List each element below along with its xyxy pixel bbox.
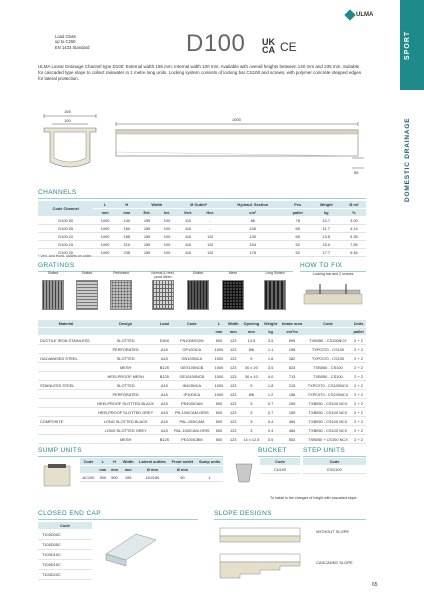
table-cell: STAINLESS STEEL	[38, 381, 94, 390]
table-cell: 210	[117, 241, 137, 249]
table-cell: 154	[221, 241, 285, 249]
table-cell: LONG SLOTTED BLACK	[94, 417, 157, 426]
table-cell: T100D05C	[38, 540, 92, 550]
how-to-fix-block	[300, 272, 366, 312]
table-cell: 15.0	[311, 241, 342, 249]
table-cell: 130	[221, 233, 285, 241]
table-cell: PERFORATED	[94, 390, 157, 399]
table-cell: 4.0	[262, 372, 280, 381]
table-cell: 1000	[212, 381, 225, 390]
table-cell: D100.20	[38, 249, 93, 257]
table-cell: D100.10	[38, 233, 93, 241]
table-cell: A15	[157, 345, 171, 354]
table-cell: 1000	[93, 225, 116, 233]
table-cell: PERFORATED	[94, 345, 157, 354]
table-row	[38, 381, 366, 390]
table-cell: 4.14	[342, 225, 366, 233]
dim-internal-width: 100	[64, 118, 71, 123]
table-header-row: Code	[260, 458, 300, 466]
table-header-row: Material Design Load Code L Width Opening Weight Intake area Code Units	[38, 320, 366, 328]
table-cell: IP100ICA	[171, 390, 212, 399]
table-cell: 14 x 12.5	[241, 435, 262, 444]
bucket-image	[232, 460, 256, 484]
grating-images	[38, 272, 310, 312]
table-cell: DUCTILE IRON STAINLESS	[38, 336, 94, 345]
table-cell: 13.5	[311, 233, 342, 241]
table-cell: B125	[157, 363, 171, 372]
table-row	[38, 426, 366, 435]
table-cell: 155	[137, 233, 157, 241]
table-cell: 110	[200, 249, 221, 257]
sump-title: SUMP UNITS	[38, 447, 82, 454]
table-cell: 123	[226, 354, 241, 363]
table-cell: A15	[157, 390, 171, 399]
table-cell: D100.00	[38, 217, 93, 225]
table-cell: 1000	[93, 233, 116, 241]
table-row	[38, 530, 92, 540]
table-header-row: Code L H Width Lateral outlets Front outlet Sump units	[80, 458, 223, 466]
table-cell: HEELPROOF MESH	[94, 372, 157, 381]
table-cell: 0.7	[262, 408, 280, 417]
ulma-logo-icon	[344, 9, 355, 20]
table-cell: 0.4	[262, 426, 280, 435]
table-cell: SLOTTED	[94, 336, 157, 345]
bucket-divider	[258, 456, 300, 457]
outlet-note: * Vert. and Horiz. outlets on order.	[38, 254, 92, 258]
table-cell: 3.5	[262, 363, 280, 372]
table-cell: PAL-100ICAM	[171, 417, 212, 426]
table-cell: 123	[226, 426, 241, 435]
table-cell	[38, 399, 94, 408]
table-cell: 500	[109, 474, 121, 482]
table-cell: D400	[157, 336, 171, 345]
table-cell: 123	[226, 390, 241, 399]
load-class-block	[55, 34, 89, 50]
table-cell: 110	[177, 217, 200, 225]
grating-image-slotted: Slotted	[183, 272, 213, 312]
table-cell: 1	[196, 474, 223, 482]
table-cell: Ø6	[241, 345, 262, 354]
slope-diagrams	[218, 526, 308, 586]
table-cell: 110	[177, 233, 200, 241]
table-cell: 1000	[93, 217, 116, 225]
category-label: SPORT	[404, 30, 411, 60]
table-row	[38, 540, 92, 550]
table-row	[38, 225, 366, 233]
table-cell: Ø6	[241, 390, 262, 399]
table-cell: T100D10C	[38, 550, 92, 560]
table-cell	[38, 345, 94, 354]
table-cell: GP100ICA	[171, 345, 212, 354]
grating-image-long-slotted: Long Slotted	[260, 272, 290, 312]
table-cell: T100D15C	[38, 560, 92, 570]
gratings-title: GRATINGS	[38, 262, 75, 269]
table-cell: 185	[117, 233, 137, 241]
table-cell: 3	[241, 399, 262, 408]
table-row	[38, 217, 366, 225]
table-row	[38, 241, 366, 249]
table-cell: 13.5	[241, 336, 262, 345]
table-cell: 9.46	[342, 249, 366, 257]
table-cell: -	[200, 225, 221, 233]
bucket-title: BUCKET	[258, 447, 287, 454]
bucket-table	[260, 458, 300, 474]
table-cell: 110	[177, 241, 200, 249]
table-row	[38, 390, 366, 399]
technical-drawing	[36, 100, 366, 175]
table-row	[260, 466, 300, 474]
table-cell: TXB050 - CS100 NCX	[305, 399, 351, 408]
table-cell: 5.35	[342, 233, 366, 241]
table-cell: 1000	[212, 372, 225, 381]
table-cell: 282	[279, 354, 304, 363]
dim-external-width: 155	[64, 109, 71, 114]
table-cell: PN100ICAM	[171, 399, 212, 408]
table-cell: 123	[226, 417, 241, 426]
load-class-value: up to C250	[55, 39, 76, 45]
page-number: 65	[372, 582, 378, 588]
table-cell: 0.7	[262, 399, 280, 408]
grating-image-slotted: Slotted	[72, 272, 102, 312]
table-cell: A15	[157, 426, 171, 435]
table-row	[38, 233, 366, 241]
grating-image-mesh: Normal & Heel-proof Mesh	[148, 272, 178, 312]
table-cell: 1000	[212, 390, 225, 399]
table-cell: 500	[212, 435, 225, 444]
category-tab[interactable]	[400, 0, 424, 90]
table-cell: 9	[241, 381, 262, 390]
table-cell: 3.00	[342, 217, 366, 225]
table-cell: 155	[120, 474, 136, 482]
section-label: DOMESTIC DRAINAGE	[404, 117, 411, 203]
table-cell: 123	[226, 399, 241, 408]
table-cell: 1000	[212, 354, 225, 363]
table-cell: GEX100NCB	[171, 363, 212, 372]
step-note: To install in the changes of height with cascaded slope.	[270, 496, 358, 500]
table-row	[38, 408, 366, 417]
sump-table	[80, 458, 223, 482]
table-cell: 2 + 2	[351, 408, 366, 417]
table-cell: 10.7	[311, 217, 342, 225]
table-cell: 1000	[212, 345, 225, 354]
table-cell: 78	[285, 217, 311, 225]
table-cell: TXB050 - CS100NCX	[305, 336, 351, 345]
table-cell: 1.2	[262, 390, 280, 399]
table-cell: MESH	[94, 435, 157, 444]
table-row	[38, 417, 366, 426]
table-cell: 123	[226, 408, 241, 417]
table-cell: 7.55	[342, 241, 366, 249]
table-cell: HEELPROOF SLOTTED GREY	[94, 408, 157, 417]
table-cell: PAL-100ICAM-GRIS	[171, 426, 212, 435]
grating-image-slotted: Slotted	[38, 272, 68, 312]
table-cell	[38, 408, 94, 417]
table-cell: 100	[157, 233, 176, 241]
locking-bar-icon	[300, 280, 366, 310]
table-cell: 178	[221, 249, 285, 257]
table-cell: 155	[137, 225, 157, 233]
table-row	[38, 560, 92, 570]
table-cell: 52	[285, 241, 311, 249]
table-cell: 500	[212, 426, 225, 435]
table-cell: 123	[226, 435, 241, 444]
slope-title: SLOPE DESIGNS	[214, 510, 272, 517]
table-cell: GE10100NCB	[171, 372, 212, 381]
table-cell: 106	[221, 225, 285, 233]
table-row	[38, 570, 92, 580]
cascaded-slope-label: CASCADED SLOPE	[316, 560, 353, 565]
table-row	[80, 474, 223, 482]
table-cell: 1000	[93, 241, 116, 249]
table-row	[303, 466, 366, 474]
table-cell: PN-100ICAM-GRIS	[171, 408, 212, 417]
table-cell: 100	[157, 249, 176, 257]
table-cell: 3	[241, 426, 262, 435]
table-cell: 235	[117, 249, 137, 257]
table-cell: 52	[285, 249, 311, 257]
table-cell: COMPOSITE	[38, 417, 94, 426]
table-cell: TXB050 - CS100	[305, 363, 351, 372]
table-cell: 713	[279, 372, 304, 381]
table-cell: 65	[285, 233, 311, 241]
table-row	[38, 372, 366, 381]
table-subheader-row: mm mm mm Ø mm Ø mm	[80, 466, 223, 474]
table-header-row: Code	[38, 522, 92, 530]
table-cell: GN100NCA	[171, 354, 212, 363]
table-cell: 123	[226, 363, 241, 372]
table-cell: 0.5	[262, 435, 280, 444]
table-cell: 1000	[93, 249, 116, 257]
table-cell: A15	[157, 417, 171, 426]
table-cell: MESH	[94, 363, 157, 372]
grating-image-perforated: Perforated	[106, 272, 136, 312]
table-cell: 110	[200, 233, 221, 241]
table-cell: TXB050 - CS100 NCX	[305, 417, 351, 426]
table-cell: A15	[157, 399, 171, 408]
table-cell: 695	[279, 336, 304, 345]
table-cell: 11.7	[311, 225, 342, 233]
table-cell: 500	[97, 474, 109, 482]
table-cell: SLOTTED	[94, 381, 157, 390]
table-cell: ESD100	[303, 466, 366, 474]
table-cell: B125	[157, 372, 171, 381]
table-cell: AC100	[80, 474, 97, 482]
table-cell: 0.4	[262, 417, 280, 426]
table-cell: 17.7	[311, 249, 342, 257]
table-cell: 100	[157, 217, 176, 225]
table-row	[38, 435, 366, 444]
table-row	[38, 345, 366, 354]
table-cell: TXB050 - CS100 NCX	[305, 408, 351, 417]
table-row	[38, 336, 366, 345]
standard-label: EN 1433 Standard	[55, 44, 90, 50]
table-cell: 2 + 2	[351, 354, 366, 363]
table-cell: A15	[157, 354, 171, 363]
table-cell: A15	[157, 408, 171, 417]
table-cell: 500	[212, 408, 225, 417]
table-cell: 110/160	[136, 474, 169, 482]
channels-title: CHANNELS	[38, 189, 77, 196]
table-header-row: Code Channel L H Width Ø Outlet* Hydraul. Section Pcs Weight Ø ref	[38, 201, 366, 209]
table-cell: 86	[221, 217, 285, 225]
table-cell: 123	[226, 372, 241, 381]
table-cell: 110	[177, 225, 200, 233]
table-cell: TXPC070 - CS100NCX	[305, 390, 351, 399]
table-cell: TXPC070 - CS100	[305, 354, 351, 363]
table-cell: 2 + 2	[351, 399, 366, 408]
table-cell: CU100	[260, 466, 300, 474]
grating-image-mesh: Mesh	[218, 272, 248, 312]
table-cell: 623	[279, 363, 304, 372]
table-cell: 110	[177, 249, 200, 257]
table-cell: 3.5	[262, 336, 280, 345]
table-cell: T100D20C	[38, 570, 92, 580]
table-cell: B125	[157, 435, 171, 444]
table-cell: 123	[226, 381, 241, 390]
table-subheader-row: mm mm mm kg cm²/m pallet	[38, 328, 366, 336]
table-cell	[38, 426, 94, 435]
table-cell: 553	[279, 435, 304, 444]
model-title: D100	[186, 30, 246, 57]
how-to-fix-title: HOW TO FIX	[300, 262, 343, 269]
how-to-fix-caption: Locking bar and 2 screws	[312, 272, 354, 276]
table-cell: 159	[279, 399, 304, 408]
channels-divider	[38, 198, 366, 199]
table-cell: D100.15	[38, 241, 93, 249]
table-cell: 1000	[212, 363, 225, 372]
table-cell: 123	[226, 345, 241, 354]
table-cell: HEELPROOF SLOTTED BLACK	[94, 399, 157, 408]
table-cell: T100D00C	[38, 530, 92, 540]
table-cell: 2 + 2	[351, 381, 366, 390]
table-cell: TXB050 + CS100 NCX	[305, 435, 351, 444]
end-cap-divider	[38, 519, 198, 520]
table-cell	[38, 363, 94, 372]
table-cell: 1.8	[262, 381, 280, 390]
dim-height: 85	[354, 170, 359, 175]
table-subheader-row: mm mm Ext. Int. Vert. Hor. cm² pallet kg %	[38, 209, 366, 217]
table-cell: IN100NCA	[171, 381, 212, 390]
end-cap-title: CLOSED END CAP	[38, 510, 102, 517]
step-title: STEP UNITS	[303, 447, 346, 454]
table-cell: TXB050 - CS100 NCX	[305, 426, 351, 435]
table-cell: 2 + 2	[351, 372, 366, 381]
table-cell: FN100NCDM	[171, 336, 212, 345]
table-cell: -	[200, 217, 221, 225]
ukca-mark-icon: UK CA	[262, 37, 275, 55]
table-cell: 2 + 2	[351, 426, 366, 435]
load-class-label: Load Class	[55, 34, 76, 39]
table-cell: 140	[117, 217, 137, 225]
table-cell: 500	[212, 399, 225, 408]
table-cell	[38, 390, 94, 399]
gratings-table	[38, 320, 366, 444]
table-cell: 2 + 2	[351, 336, 366, 345]
table-cell: GALVANISED STEEL	[38, 354, 94, 363]
table-row	[38, 354, 366, 363]
without-slope-label: WITHOUT SLOPE	[316, 529, 350, 534]
table-cell: 90	[169, 474, 196, 482]
table-cell	[38, 435, 94, 444]
step-divider	[303, 456, 366, 457]
table-cell: 500	[212, 417, 225, 426]
table-cell: 160	[117, 225, 137, 233]
table-cell: 215	[279, 381, 304, 390]
table-cell: LONG SLOTTED GREY	[94, 426, 157, 435]
channels-table	[38, 201, 366, 257]
table-cell: 158	[279, 345, 304, 354]
table-cell: TXPC070 - CS100	[305, 345, 351, 354]
table-cell: 155	[137, 249, 157, 257]
dim-length: 1000	[232, 117, 241, 122]
table-cell: A15	[157, 381, 171, 390]
table-cell: 100	[157, 225, 176, 233]
table-cell: 1.6	[262, 354, 280, 363]
sump-unit-image	[40, 462, 74, 488]
side-tab	[400, 0, 424, 600]
brand-name: ULMA	[356, 12, 374, 18]
brand-logo	[346, 11, 373, 19]
table-cell: 30 x 10	[241, 372, 262, 381]
end-cap-table	[38, 522, 92, 580]
table-cell: D100.05	[38, 225, 93, 233]
table-cell: 123	[226, 336, 241, 345]
table-header-row: Code	[303, 458, 366, 466]
table-cell: 155	[137, 217, 157, 225]
end-cap-image	[100, 524, 160, 568]
table-cell: 1.1	[262, 345, 280, 354]
table-cell: 65	[285, 225, 311, 233]
table-cell: 159	[279, 408, 304, 417]
table-cell: PE100ICBM	[171, 435, 212, 444]
product-description: ULMA Linear Drainage Channel type D100: External width 155 mm; Internal width 100 mm; Available with overall heights between 140 mm and 235 mm. Suitable for cascaded type slope to collect rainwater in 1 metre long units. Locking system consists of locking bar CS100 and screws, with polymer concrete stepped edges for lateral protection.	[38, 64, 362, 81]
table-cell: 3	[241, 408, 262, 417]
table-cell: 9	[241, 354, 262, 363]
ce-mark-icon: CE	[280, 40, 297, 54]
table-row	[38, 363, 366, 372]
table-cell: 2 + 2	[351, 390, 366, 399]
table-cell: 30 x 20	[241, 363, 262, 372]
table-cell: 100	[157, 241, 176, 249]
table-cell: 155	[137, 241, 157, 249]
table-cell: 3	[241, 417, 262, 426]
table-cell: 484	[279, 426, 304, 435]
table-cell: 500	[212, 336, 225, 345]
table-cell: 2 + 2	[351, 417, 366, 426]
table-cell: TXPC070 - CS100NCX	[305, 381, 351, 390]
table-cell: 2 + 2	[351, 345, 366, 354]
step-table	[303, 458, 366, 474]
table-cell	[38, 372, 94, 381]
table-cell: 110	[200, 241, 221, 249]
table-cell: 2 + 2	[351, 363, 366, 372]
table-cell: 158	[279, 390, 304, 399]
slope-divider	[214, 519, 366, 520]
table-cell: SLOTTED	[94, 354, 157, 363]
table-cell: 484	[279, 417, 304, 426]
table-row	[38, 550, 92, 560]
table-row	[38, 399, 366, 408]
table-cell: 2 + 2	[351, 435, 366, 444]
table-cell: TXB050 - CS100	[305, 372, 351, 381]
sump-divider	[38, 456, 223, 457]
